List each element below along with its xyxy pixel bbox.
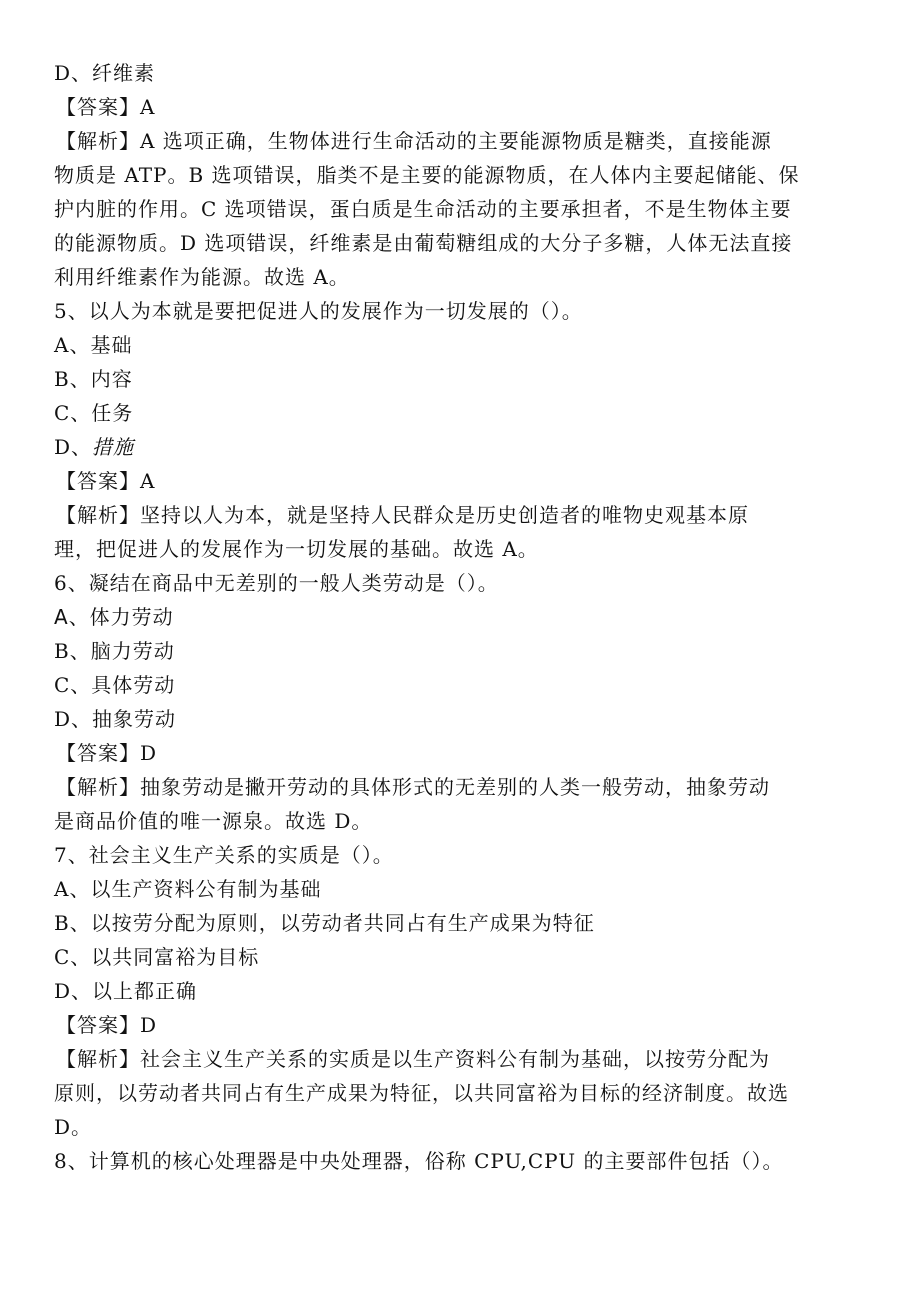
explanation-line: 【解析】社会主义生产关系的实质是以生产资料公有制为基础，以按劳分配为 (56, 1047, 770, 1071)
document-content (54, 56, 866, 1178)
explanation-block (54, 1042, 866, 1144)
explanation-line: 理，把促进人的发展作为一切发展的基础。故选 A。 (54, 537, 539, 561)
option-line: A、以生产资料公有制为基础 (54, 877, 322, 901)
explanation-line: 的能源物质。D 选项错误，纤维素是由葡萄糖组成的大分子多糖，人体无法直接 (54, 231, 793, 255)
option-text: 、体力劳动 (68, 605, 174, 629)
question-line: 5、以人为本就是要把促进人的发展作为一切发展的（）。 (54, 299, 583, 323)
option-text: 措施 (92, 435, 135, 459)
explanation-block (54, 770, 866, 838)
option-line: B、以按劳分配为原则，以劳动者共同占有生产成果为特征 (54, 911, 595, 935)
option-line: D、以上都正确 (54, 979, 198, 1003)
explanation-line: 是商品价值的唯一源泉。故选 D。 (54, 809, 373, 833)
answer-line: 【答案】A (56, 469, 156, 493)
option-line: C、任务 (54, 401, 134, 425)
explanation-block (54, 124, 866, 294)
answer-line: 【答案】D (56, 741, 158, 765)
explanation-line: 【解析】坚持以人为本，就是坚持人民群众是历史创造者的唯物史观基本原 (56, 503, 749, 527)
option-line: B、脑力劳动 (54, 639, 175, 663)
option-prefix: A (54, 605, 69, 629)
explanation-line: 原则，以劳动者共同占有生产成果为特征，以共同富裕为目标的经济制度。故选 (54, 1081, 789, 1105)
option-line: C、以共同富裕为目标 (54, 945, 260, 969)
explanation-line: D。 (54, 1115, 93, 1139)
option-prefix: D、 (54, 435, 93, 459)
explanation-line: 护内脏的作用。C 选项错误，蛋白质是生命活动的主要承担者，不是生物体主要 (54, 197, 792, 221)
explanation-line: 【解析】A 选项正确，生物体进行生命活动的主要能源物质是糖类，直接能源 (56, 129, 772, 153)
explanation-line: 【解析】抽象劳动是撇开劳动的具体形式的无差别的人类一般劳动，抽象劳动 (56, 775, 770, 799)
answer-line: 【答案】D (56, 1013, 158, 1037)
option-line: B、内容 (54, 367, 133, 391)
option-line: D、抽象劳动 (54, 707, 177, 731)
option-line: A、基础 (54, 333, 133, 357)
explanation-block (54, 498, 866, 566)
answer-line: 【答案】A (56, 95, 156, 119)
question-line: 8、计算机的核心处理器是中央处理器，俗称 CPU,CPU 的主要部件包括（）。 (54, 1149, 784, 1173)
option-line: D、纤维素 (54, 61, 156, 85)
option-line (54, 600, 866, 634)
option-line (54, 430, 866, 464)
question-line: 6、凝结在商品中无差别的一般人类劳动是（）。 (54, 571, 499, 595)
question-line: 7、社会主义生产关系的实质是（）。 (54, 843, 394, 867)
explanation-line: 物质是 ATP。B 选项错误，脂类不是主要的能源物质，在人体内主要起储能、保 (54, 163, 800, 187)
explanation-line: 利用纤维素作为能源。故选 A。 (54, 265, 350, 289)
option-line: C、具体劳动 (54, 673, 176, 697)
